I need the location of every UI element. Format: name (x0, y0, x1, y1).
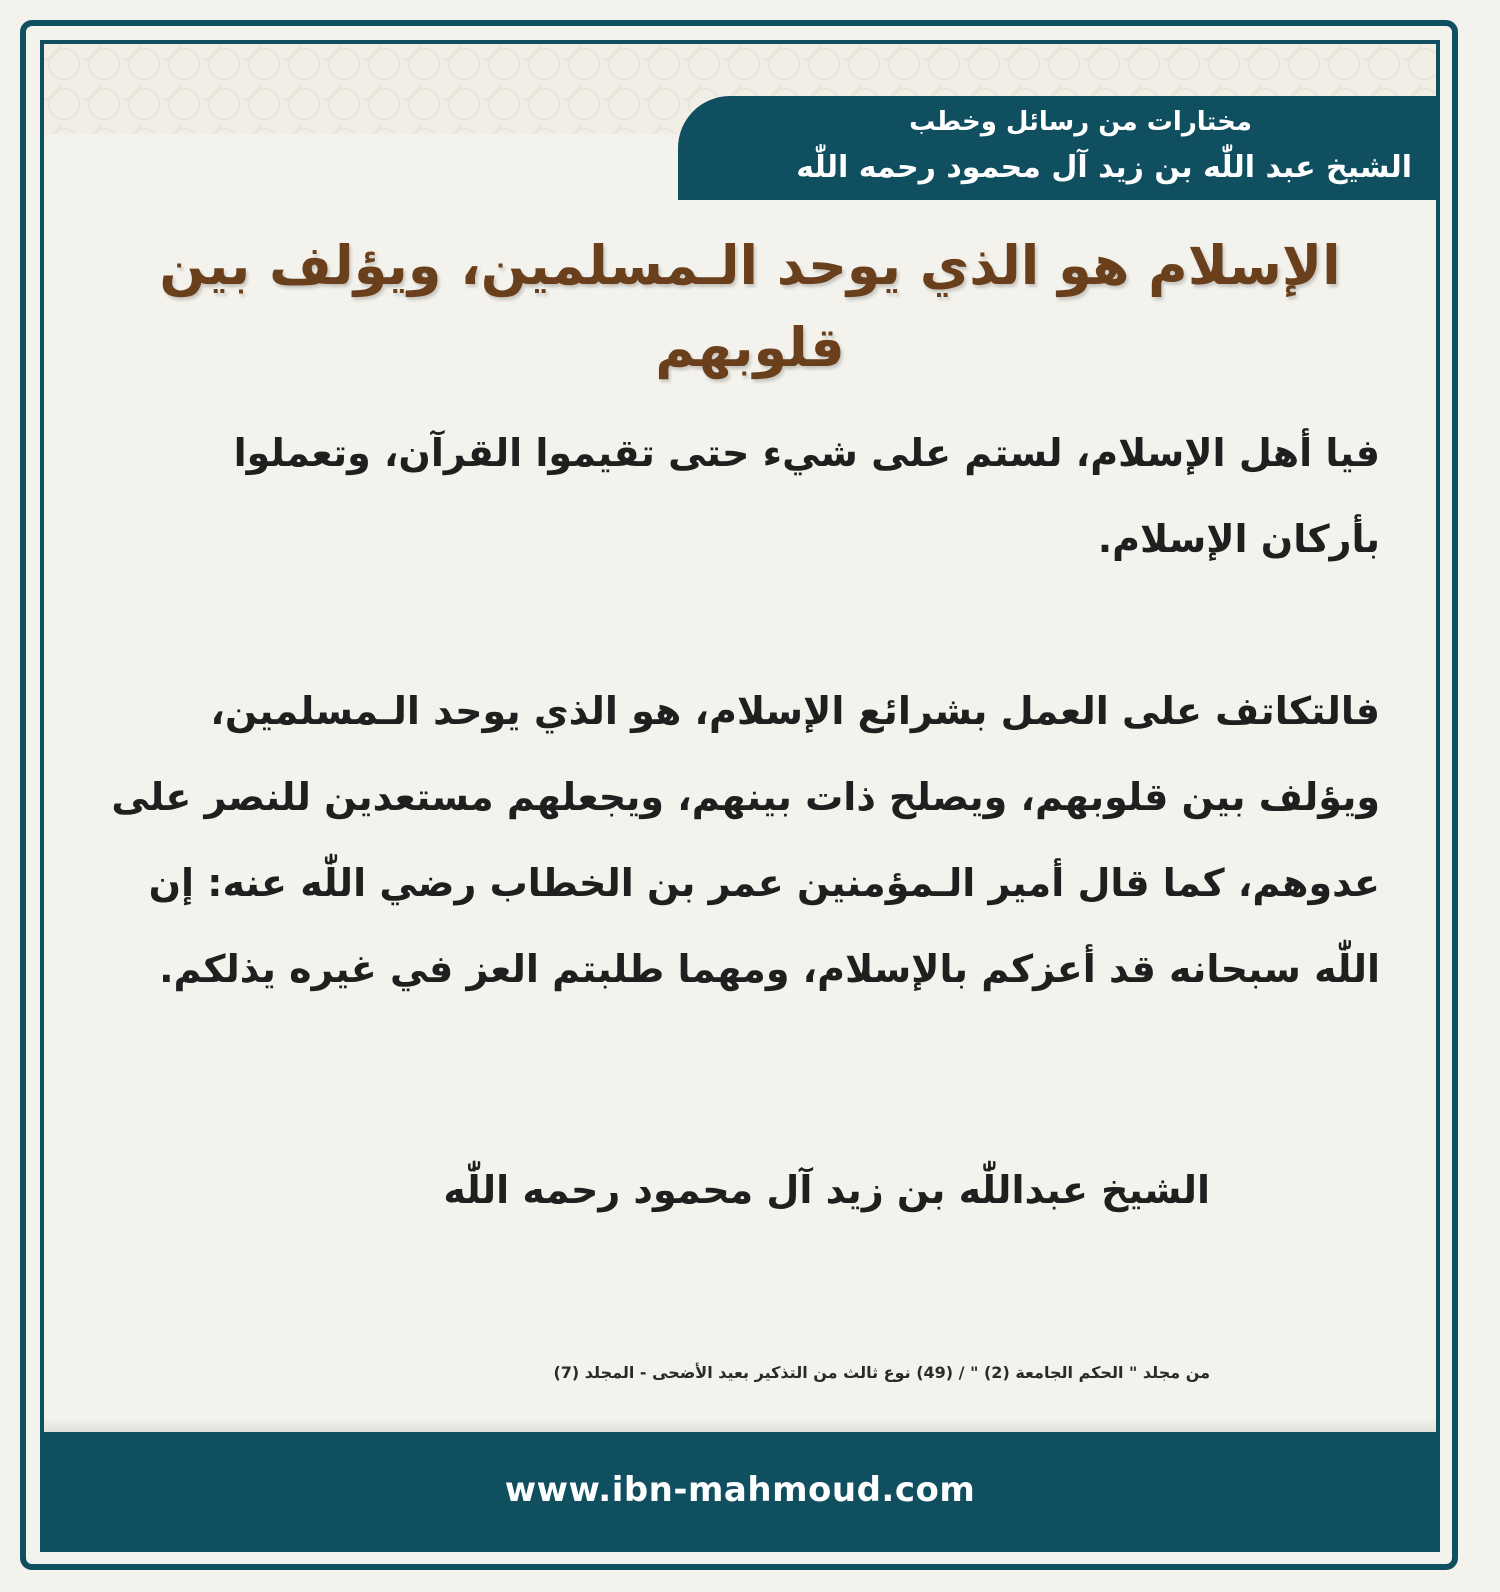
article-body (110, 410, 1380, 1012)
series-title-line2: الشيخ عبد اللّٰه بن زيد آل محمود رحمه اللّٰه (796, 150, 1412, 185)
paragraph-2: فالتكاتف على العمل بشرائع الإسلام، هو الذي يوحد الـمسلمين، ويؤلف بين قلوبهم، ويصلح ذات بينهم، ويجعلهم مستعدين للنصر على عدوهم، كما قال أمير الـمؤمنين عمر بن الخطاب رضي اللّٰه عنه: إن اللّٰه سبحانه قد أعزكم بالإسلام، ومهما طلبتم العز في غيره يذلكم. (111, 689, 1380, 991)
series-title-line1: مختارات من رسائل وخطب (909, 107, 1252, 137)
website-link[interactable]: www.ibn-mahmoud.com (504, 1470, 976, 1510)
paragraph-1: فيا أهل الإسلام، لستم على شيء حتى تقيموا القرآن، وتعملوا بأركان الإسلام. (233, 431, 1380, 561)
author-signature: الشيخ عبداللّٰه بن زيد آل محمود رحمه اللّٰه (443, 1168, 1210, 1212)
source-citation: من مجلد " الحكم الجامعة (2) " / (49) نوع ثالث من التذكير بعيد الأضحى - المجلد (7) (553, 1363, 1210, 1382)
series-banner (678, 96, 1436, 200)
footer-shadow (44, 1418, 1436, 1432)
footer-bar (44, 1432, 1436, 1548)
page-title: الإسلام هو الذي يوحد الـمسلمين، ويؤلف بين قلوبهم (159, 234, 1341, 379)
